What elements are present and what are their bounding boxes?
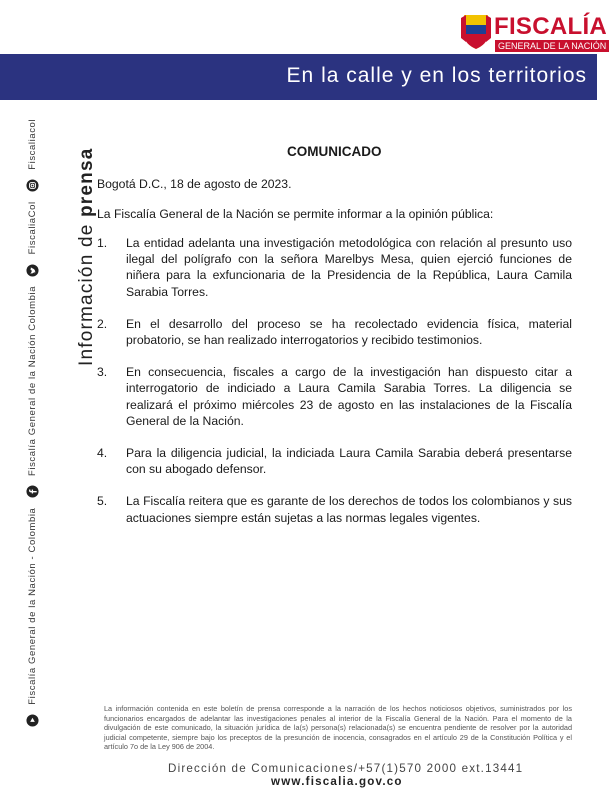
instagram-icon[interactable] [26,179,39,192]
item-text: La entidad adelanta una investigación metodológica con relación al presunto uso ilegal del polígrafo con la señora Marelbys Mesa, quien ejerció funciones de niñera para la exfuncionaria de la Presidencia de la República, Laura Camila Sarabia Torres. [126,236,572,299]
list-item [97,316,572,348]
contact-line: Dirección de Comunicaciones/+57(1)570 2000 ext.13441 [168,762,524,775]
youtube-icon[interactable] [26,714,39,727]
document-date: Bogotá D.C., 18 de agosto de 2023. [97,177,292,191]
facebook-icon[interactable] [26,485,39,498]
item-text: En consecuencia, fiscales a cargo de la investigación han dispuesto citar a interrogatorio de indiciado a Laura Camila Sarabia Torres. La diligencia se realizará el próximo miércoles 23 de agosto en las instalaciones de la Fiscalía General de la Nación. [126,365,572,428]
item-number: 2. [97,316,108,331]
fiscalia-logo [460,12,610,50]
logo-subtitle: GENERAL DE LA NACIÓN [495,40,609,52]
list-item [97,364,572,429]
item-text: La Fiscalía reitera que es garante de los derechos de todos los colombianos y sus actuaciones siempre están sujetas a las normas legales vigentes. [126,494,572,525]
item-text: En el desarrollo del proceso se ha recolectado evidencia física, material probatorio, se han realizado interrogatorios y recibido testimonios. [126,316,572,348]
facebook-name[interactable]: Fiscalía General de la Nación Colombia [27,285,38,477]
website-link[interactable]: www.fiscalia.gov.co [271,775,403,788]
legal-disclaimer: La información contenida en este boletín de prensa corresponde a la narración de los hechos noticiosos objetivos, suministrados por los funcionarios encargados de adelantar las investigaciones penales al interior de la Fiscalía General de la Nación. Para el momento de la divulgación de este comunicado, la situación jurídica de la(s) persona(s) relacionada(s) se encuentra pendiente de resolver por la autoridad judicial competente, siempre bajo los preceptos de la presunción de inocencia, consagrados en el artículo 29 de la Constitución Política y el artículo 7o de la Ley 906 de 2004. [104,704,572,751]
press-label [76,148,98,366]
instagram-handle[interactable]: Fiscaliacol [27,118,38,170]
item-text: Para la diligencia judicial, la indiciada Laura Camila Sarabia deberá presentarse con su abogado defensor. [126,446,572,477]
twitter-handle[interactable]: FiscaliaCol [27,201,38,255]
document-title: COMUNICADO [287,144,382,159]
banner-tagline: En la calle y en los territorios [286,64,587,87]
document-intro: La Fiscalía General de la Nación se permite informar a la opinión pública: [97,207,494,221]
header-banner [0,54,597,100]
logo-name: FISCALÍA [494,13,608,40]
press-label-light: Información de [76,223,97,366]
press-label-bold: prensa [76,147,97,218]
item-number: 5. [97,494,108,509]
list-item [97,493,572,525]
youtube-name[interactable]: Fiscalía General de la Nación - Colombia [27,507,38,705]
statement-list [97,235,572,542]
twitter-icon[interactable] [26,264,39,277]
item-number: 3. [97,365,108,380]
social-strip [26,119,39,733]
list-item [97,445,572,477]
item-number: 4. [97,446,108,461]
item-number: 1. [97,236,108,250]
list-item [97,235,572,300]
coat-of-arms-icon [460,12,492,50]
